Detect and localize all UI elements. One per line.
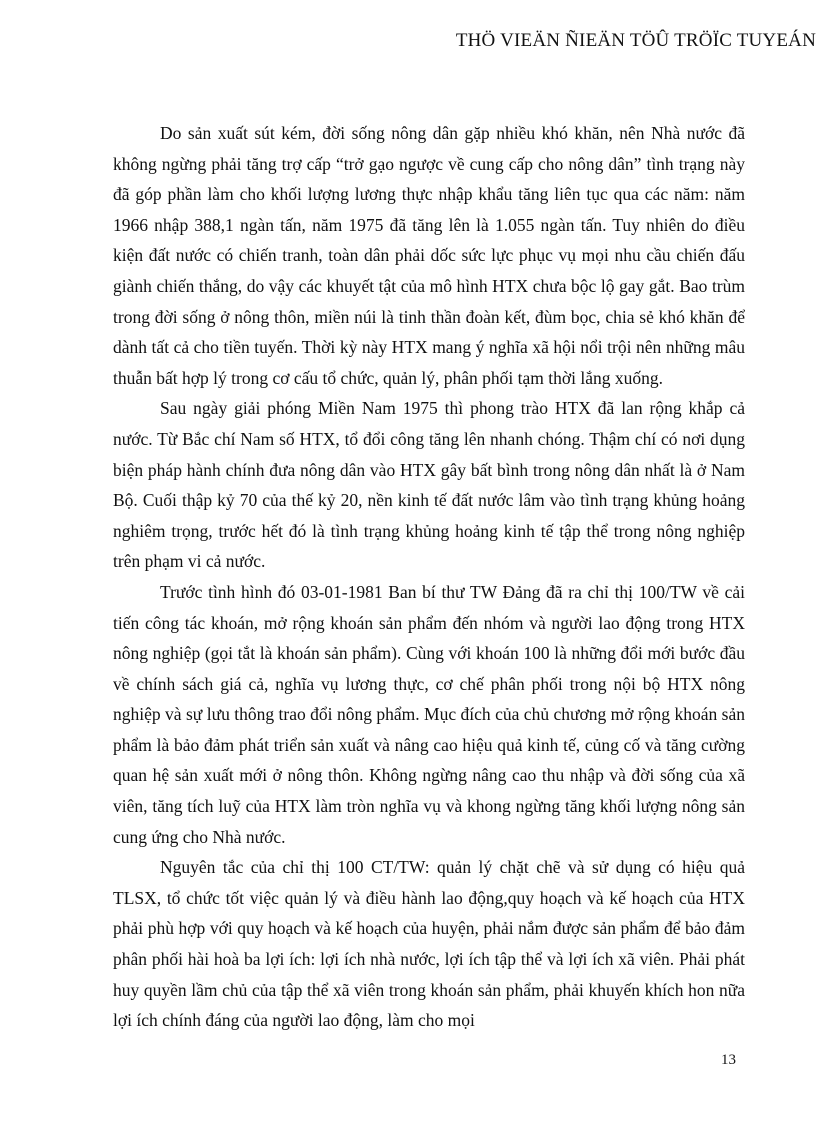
paragraph: Sau ngày giải phóng Miền Nam 1975 thì phong trào HTX đã lan rộng khắp cả nước. Từ Bắc chí Nam số HTX, tổ đổi công tăng lên nhanh chóng. Thậm chí có nơi dụng biện pháp hành chính đưa nông dân vào HTX gây bất bình trong nông dân nhất là ở Nam Bộ. Cuối thập kỷ 70 của thế kỷ 20, nền kinh tế đất nước lâm vào tình trạng khủng hoảng nghiêm trọng, trước hết đó là tình trạng khủng hoảng kinh tế tập thể trong nông nghiệp trên phạm vi cả nước.: [113, 398, 745, 572]
body-text: [113, 118, 745, 1036]
running-header: THÖ VIEÄN ÑIEÄN TÖÛ TRÖÏC TUYEÁN: [455, 30, 816, 51]
paragraph: Nguyên tắc của chỉ thị 100 CT/TW: quản lý chặt chẽ và sử dụng có hiệu quả TLSX, tổ chức tốt việc quản lý và điều hành lao động,quy hoạch và kế hoạch của HTX phải phù hợp với quy hoạch và kế hoạch của huyện, phải nắm được sản phẩm để bảo đảm phân phối hài hoà ba lợi ích: lợi ích nhà nước, lợi ích tập thể và lợi ích xã viên. Phải phát huy quyền lầm chủ của tập thể xã viên trong khoán sản phẩm, phải khuyến khích hon nữa lợi ích chính đáng của người lao động, làm cho mọi: [113, 857, 745, 1031]
page-number: 13: [721, 1052, 736, 1068]
paragraph: Do sản xuất sút kém, đời sống nông dân gặp nhiều khó khăn, nên Nhà nước đã không ngừng phải tăng trợ cấp “trở gạo ngược về cung cấp cho nông dân” tình trạng này đã góp phần làm cho khối lượng lương thực nhập khẩu tăng liên tục qua các năm: năm 1966 nhập 388,1 ngàn tấn, năm 1975 đã tăng lên là 1.055 ngàn tấn. Tuy nhiên do điều kiện đất nước có chiến tranh, toàn dân phải dốc sức lực phục vụ mọi nhu cầu chiến đấu giành chiến thắng, do vậy các khuyết tật của mô hình HTX chưa bộc lộ gay gắt. Bao trùm trong đời sống ở nông thôn, miền núi là tinh thần đoàn kết, đùm bọc, chia sẻ khó khăn để dành tất cả cho tiền tuyến. Thời kỳ này HTX mang ý nghĩa xã hội nổi trội nên những mâu thuẫn bất hợp lý trong cơ cấu tổ chức, quản lý, phân phối tạm thời lắng xuống.: [113, 123, 745, 388]
paragraph: Trước tình hình đó 03-01-1981 Ban bí thư TW Đảng đã ra chỉ thị 100/TW về cải tiến công tác khoán, mở rộng khoán sản phẩm đến nhóm và người lao động trong HTX nông nghiệp (gọi tắt là khoán sản phẩm). Cùng với khoán 100 là những đổi mới bước đầu về chính sách giá cả, nghĩa vụ lương thực, cơ chế phân phối trong nội bộ HTX nông nghiệp và sự lưu thông trao đổi nông phẩm. Mục đích của chủ chương mở rộng khoán sản phẩm là bảo đảm phát triển sản xuất và nâng cao hiệu quả kinh tế, củng cố và tăng cường quan hệ sản xuất mới ở nông thôn. Không ngừng nâng cao thu nhập và đời sống của xã viên, tăng tích luỹ của HTX làm tròn nghĩa vụ và khong ngừng tăng khối lượng nông sản cung ứng cho Nhà nước.: [113, 581, 745, 847]
